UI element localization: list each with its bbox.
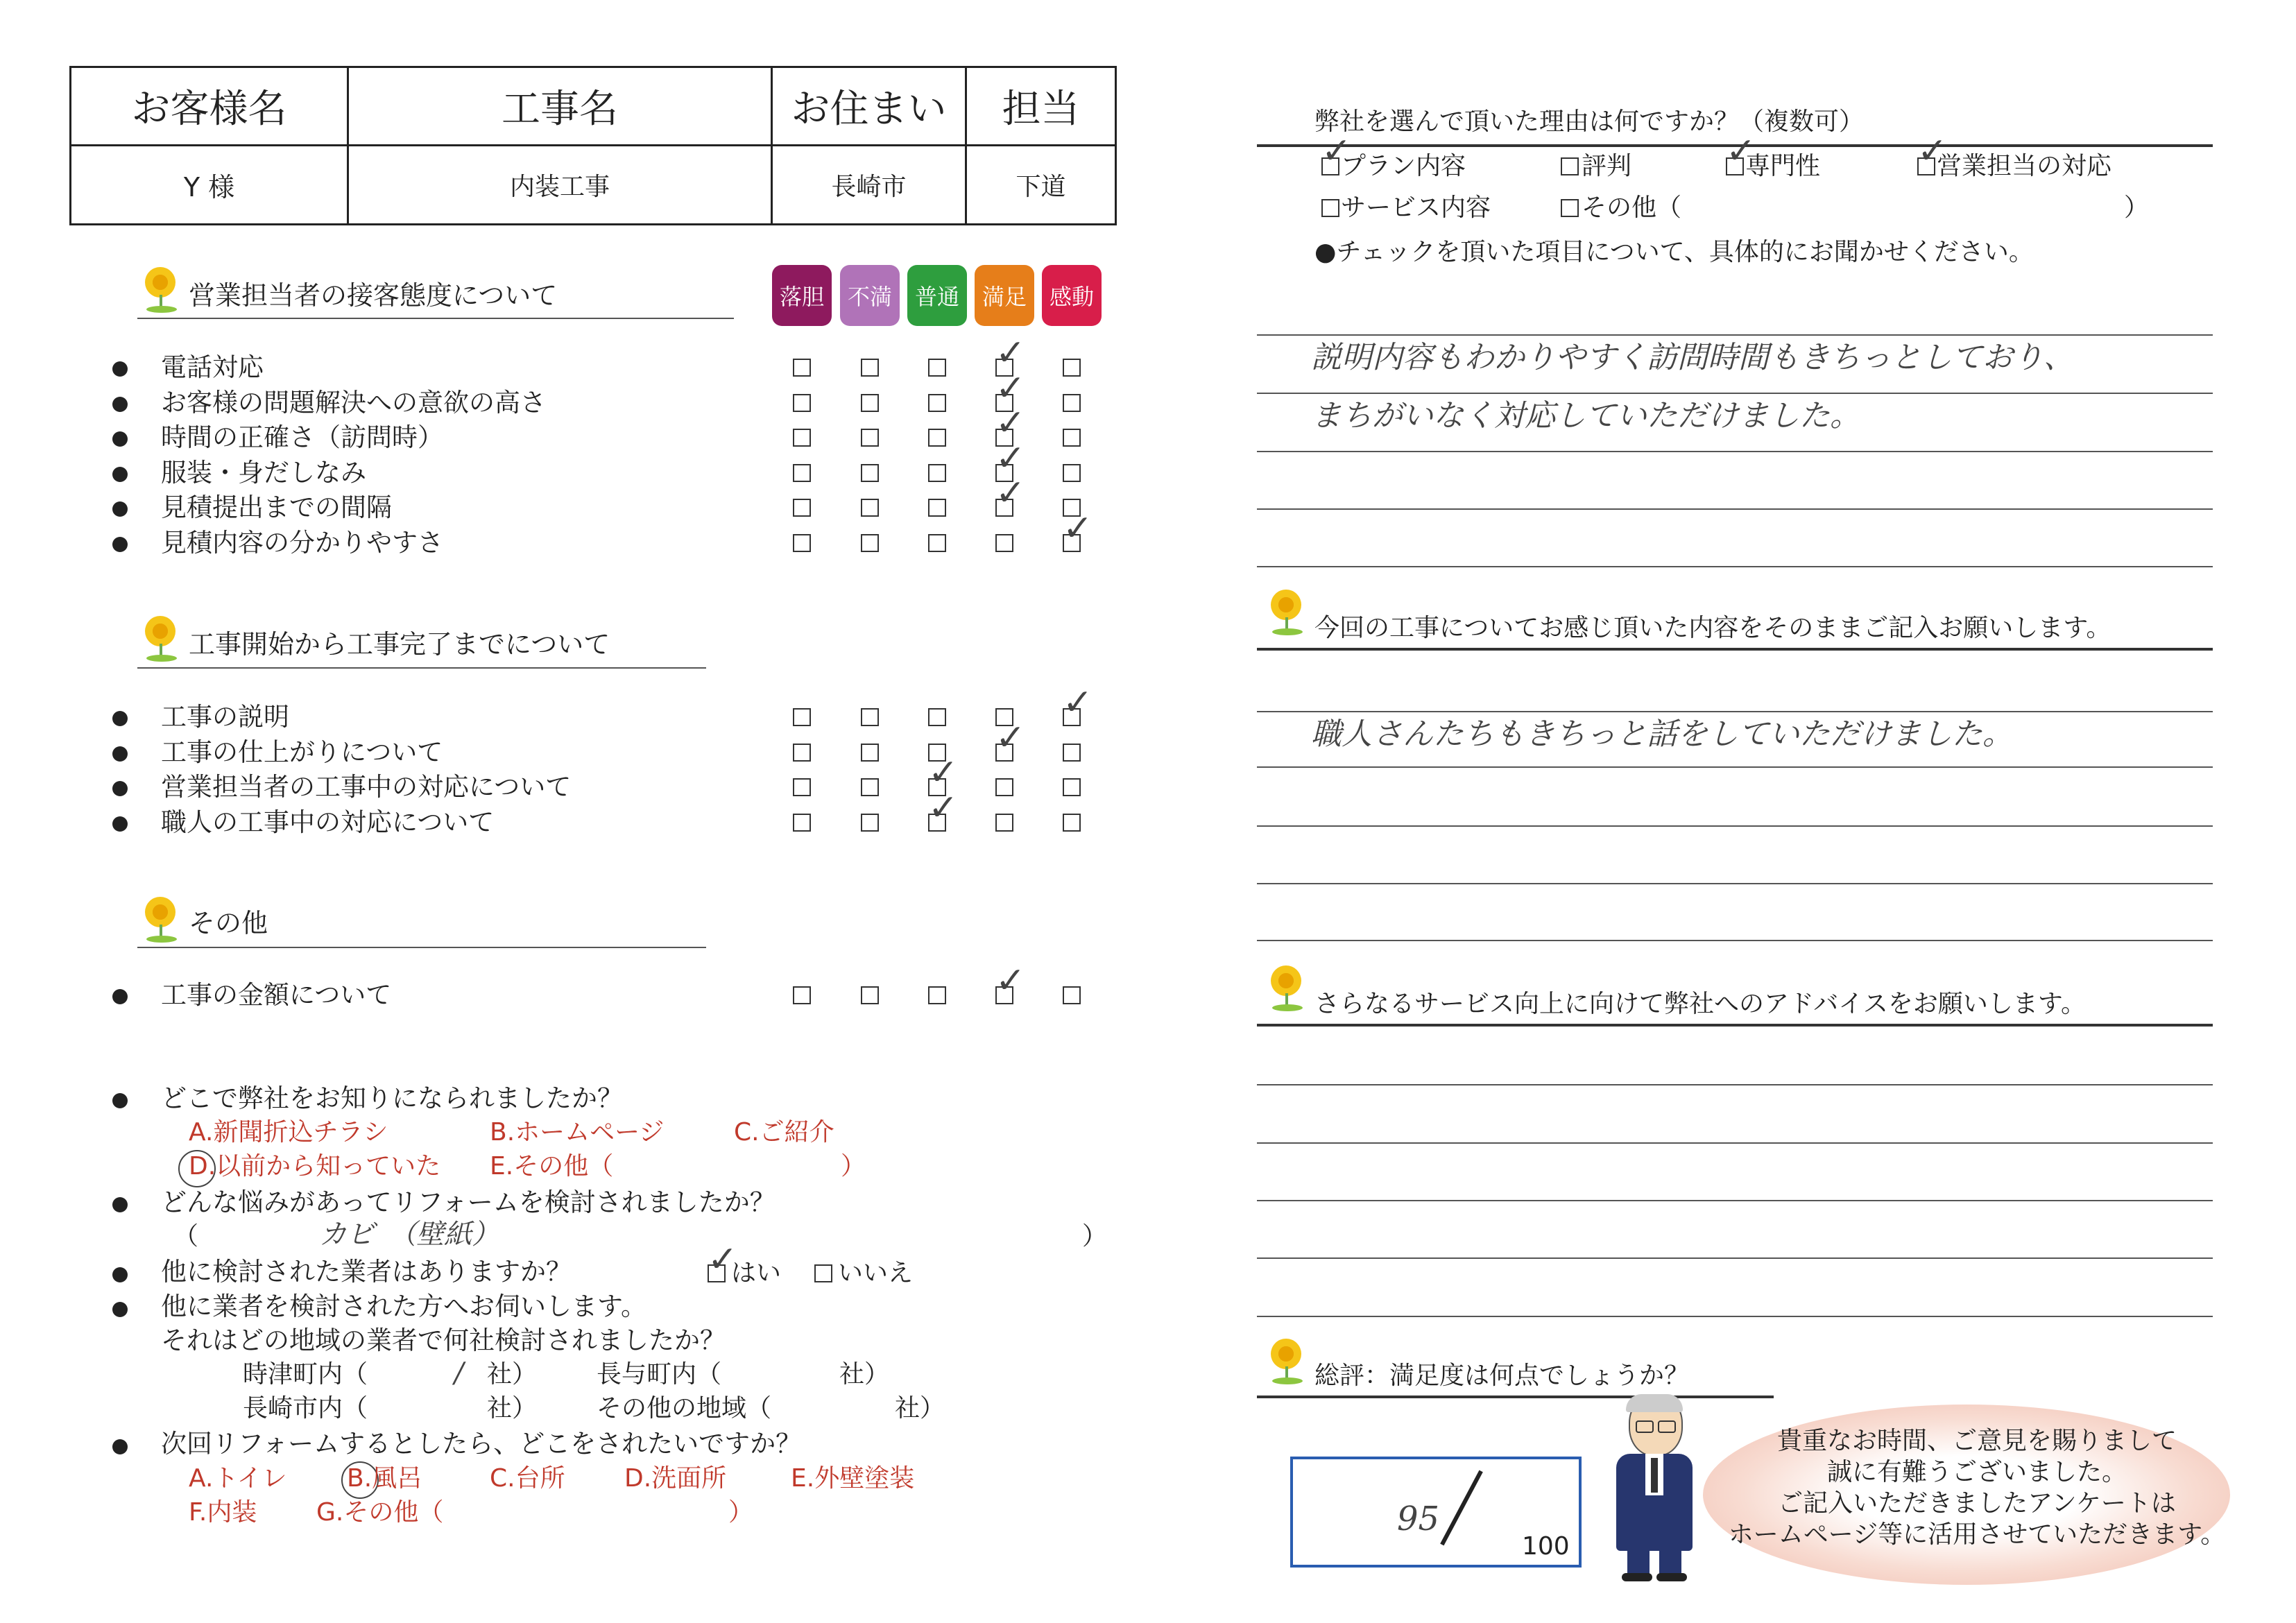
rating-checkbox[interactable] bbox=[928, 394, 946, 412]
check-mark-icon: ✓ bbox=[995, 402, 1026, 444]
residence-value: 長崎市 bbox=[831, 172, 907, 201]
rating-checkbox[interactable] bbox=[793, 499, 811, 517]
bullet bbox=[112, 501, 128, 517]
rating-checkbox[interactable] bbox=[861, 708, 879, 726]
score-max: 100 bbox=[1522, 1532, 1570, 1561]
rating-checkbox[interactable] bbox=[793, 986, 811, 1004]
rating-header-3: 満足 bbox=[975, 265, 1034, 326]
staff-value: 下道 bbox=[1016, 172, 1066, 201]
q1-option-c[interactable]: C.ご紹介 bbox=[734, 1118, 834, 1147]
bullet bbox=[112, 1302, 128, 1317]
reasons-answer-line1[interactable]: 説明内容もわかりやすく訪問時間もきちっとしており、 bbox=[1311, 340, 2074, 375]
staff-mascot-illustration bbox=[1609, 1394, 1699, 1581]
rating-checkbox[interactable] bbox=[861, 394, 879, 412]
q1-option-e[interactable]: E.その他（ bbox=[490, 1152, 614, 1180]
q4-tokitsu-value[interactable]: / bbox=[454, 1357, 464, 1389]
rating-checkbox[interactable] bbox=[861, 499, 879, 517]
flower-icon bbox=[142, 267, 181, 316]
q4-other-area: その他の地域（ bbox=[597, 1394, 772, 1423]
rating-checkbox[interactable] bbox=[793, 534, 811, 552]
thanks-line1: 貴重なお時間、ご意見を賜りまして bbox=[1776, 1427, 2177, 1455]
survey-item-label: 職人の工事中の対応について bbox=[161, 807, 495, 837]
survey-item-label: お客様の問題解決への意欲の高さ bbox=[161, 387, 546, 418]
q5-label: 次回リフォームするとしたら、どこをされたいですか？ bbox=[161, 1429, 802, 1459]
rating-checkbox[interactable] bbox=[793, 464, 811, 482]
q1-option-d[interactable]: D.以前から知っていた bbox=[189, 1152, 441, 1180]
q5-option-e[interactable]: E.外壁塗装 bbox=[791, 1464, 915, 1493]
q5-option-a[interactable]: A.トイレ bbox=[189, 1464, 287, 1493]
reason-other-label: その他（ bbox=[1582, 194, 1682, 222]
flower-icon bbox=[142, 616, 181, 664]
survey-item-label: 見積内容の分かりやすさ bbox=[161, 527, 443, 558]
check-mark-icon: ✓ bbox=[1063, 507, 1093, 549]
advice-title: さらなるサービス向上に向けて弊社へのアドバイスをお願いします。 bbox=[1314, 990, 2087, 1018]
rating-checkbox[interactable] bbox=[793, 778, 811, 796]
q4-tokitsu: 時津町内（ bbox=[243, 1360, 368, 1389]
bullet bbox=[112, 816, 128, 832]
rating-checkbox[interactable] bbox=[995, 534, 1013, 552]
check-mark-icon: ✓ bbox=[995, 367, 1026, 409]
reason-reputation-label: 評判 bbox=[1582, 152, 1632, 180]
rating-header-2: 普通 bbox=[907, 265, 967, 326]
bullet bbox=[112, 989, 128, 1004]
q5-option-b[interactable]: B.風呂 bbox=[347, 1464, 422, 1493]
q4-sub: それはどの地域の業者で何社検討されましたか？ bbox=[161, 1325, 726, 1355]
customer-name-value: Y 様 bbox=[183, 171, 235, 203]
q2-label: どんな悩みがあってリフォームを検討されましたか？ bbox=[161, 1187, 776, 1217]
bullet bbox=[112, 1197, 128, 1212]
bullet bbox=[112, 1439, 128, 1454]
rating-checkbox[interactable] bbox=[928, 429, 946, 447]
rating-header-4: 感動 bbox=[1042, 265, 1102, 326]
header-customer-name: お客様名 bbox=[131, 87, 287, 132]
check-mark-icon: ✓ bbox=[995, 332, 1026, 374]
survey-item-label: 工事の説明 bbox=[161, 702, 289, 732]
check-mark-icon: ✓ bbox=[1726, 130, 1756, 172]
check-mark-icon: ✓ bbox=[1917, 130, 1948, 172]
rating-checkbox[interactable] bbox=[793, 708, 811, 726]
q5-option-d[interactable]: D.洗面所 bbox=[624, 1464, 727, 1493]
rating-checkbox[interactable] bbox=[861, 534, 879, 552]
rating-checkbox[interactable] bbox=[1063, 778, 1081, 796]
survey-item-label: 服装・身だしなみ bbox=[161, 457, 366, 488]
rating-checkbox[interactable] bbox=[1063, 464, 1081, 482]
impression-title: 今回の工事についてお感じ頂いた内容をそのままご記入お願いします。 bbox=[1314, 614, 2111, 642]
slash-divider bbox=[1440, 1470, 1483, 1546]
bullet bbox=[112, 746, 128, 762]
check-mark-icon: ✓ bbox=[928, 752, 959, 793]
q1-option-e-close: ） bbox=[841, 1152, 866, 1180]
check-mark-icon: ✓ bbox=[995, 472, 1026, 514]
rating-checkbox[interactable] bbox=[928, 464, 946, 482]
bullet bbox=[112, 361, 128, 377]
q3-label: 他に検討された業者はありますか？ bbox=[161, 1257, 572, 1287]
section-title-sales-attitude: 営業担当者の接客態度について bbox=[189, 280, 558, 311]
overall-title: 総評：満足度は何点でしょうか？ bbox=[1314, 1362, 1690, 1390]
reason-expertise-label: 専門性 bbox=[1745, 152, 1821, 180]
rating-checkbox[interactable] bbox=[793, 359, 811, 377]
survey-item-label: 工事の金額について bbox=[161, 980, 392, 1010]
rating-checkbox[interactable] bbox=[861, 778, 879, 796]
rating-checkbox[interactable] bbox=[793, 744, 811, 762]
header-work-name: 工事名 bbox=[502, 87, 618, 132]
flower-icon bbox=[1268, 1339, 1307, 1387]
check-mark-icon: ✓ bbox=[1321, 130, 1352, 172]
score-box[interactable] bbox=[1290, 1457, 1582, 1568]
rating-checkbox[interactable] bbox=[793, 814, 811, 832]
flower-icon bbox=[1268, 590, 1307, 638]
survey-item-label: 電話対応 bbox=[161, 352, 264, 382]
q4-nagasaki: 長崎市内（ bbox=[243, 1394, 368, 1423]
rating-checkbox[interactable] bbox=[861, 986, 879, 1004]
rating-checkbox[interactable] bbox=[793, 429, 811, 447]
check-mark-icon: ✓ bbox=[708, 1239, 738, 1280]
survey-item-label: 見積提出までの間隔 bbox=[161, 492, 392, 522]
check-mark-icon: ✓ bbox=[995, 437, 1026, 479]
section-title-other: その他 bbox=[189, 908, 268, 938]
reason-service-label: サービス内容 bbox=[1341, 194, 1491, 222]
q4-other-area-unit: 社） bbox=[895, 1394, 945, 1423]
bullet bbox=[112, 397, 128, 412]
reason-other-checkbox[interactable] bbox=[1561, 199, 1579, 217]
rating-checkbox[interactable] bbox=[928, 534, 946, 552]
bullet bbox=[112, 1267, 128, 1282]
rating-checkbox[interactable] bbox=[928, 708, 946, 726]
score-value: 95 bbox=[1397, 1500, 1440, 1538]
rating-checkbox[interactable] bbox=[1063, 359, 1081, 377]
q2-close-paren: ） bbox=[1082, 1222, 1108, 1251]
flower-icon bbox=[142, 897, 181, 945]
q4-nagasaki-unit: 社） bbox=[487, 1394, 538, 1423]
bullet bbox=[112, 1093, 128, 1108]
rating-checkbox[interactable] bbox=[861, 814, 879, 832]
check-mark-icon: ✓ bbox=[995, 716, 1026, 759]
q3-no-label: いいえ bbox=[838, 1259, 914, 1287]
q4-nagayo-unit: 社） bbox=[839, 1360, 890, 1389]
q2-answer[interactable]: カビ （壁紙） bbox=[319, 1219, 499, 1251]
rating-checkbox[interactable] bbox=[928, 986, 946, 1004]
bullet bbox=[112, 431, 128, 447]
reason-other-close: ） bbox=[2124, 194, 2150, 222]
q5-option-c[interactable]: C.台所 bbox=[490, 1464, 565, 1493]
q2-open-paren: （ bbox=[173, 1222, 199, 1251]
q4-label: 他に業者を検討された方へお伺いします。 bbox=[161, 1291, 647, 1321]
bullet bbox=[112, 467, 128, 482]
q5-option-f[interactable]: F.内装 bbox=[189, 1498, 257, 1527]
q5-option-g[interactable]: G.その他（ bbox=[316, 1498, 444, 1527]
q1-label: どこで弊社をお知りになられましたか？ bbox=[161, 1083, 623, 1113]
reason-reputation-checkbox[interactable] bbox=[1561, 157, 1579, 175]
rating-checkbox[interactable] bbox=[995, 778, 1013, 796]
q1-option-a[interactable]: A.新聞折込チラシ bbox=[189, 1118, 388, 1147]
rating-checkbox[interactable] bbox=[995, 814, 1013, 832]
reason-service-checkbox[interactable] bbox=[1321, 199, 1339, 217]
q1-option-b[interactable]: B.ホームページ bbox=[490, 1118, 665, 1147]
check-mark-icon: ✓ bbox=[995, 960, 1026, 1002]
header-staff: 担当 bbox=[1002, 87, 1080, 132]
rating-checkbox[interactable] bbox=[861, 429, 879, 447]
q4-nagayo: 長与町内（ bbox=[597, 1360, 722, 1389]
reason-sales-label: 営業担当の対応 bbox=[1937, 152, 2112, 180]
reasons-prompt: ●チェックを頂いた項目について、具体的にお聞かせください。 bbox=[1314, 238, 2034, 266]
q3-no-checkbox[interactable] bbox=[814, 1264, 832, 1282]
check-mark-icon: ✓ bbox=[928, 787, 959, 829]
thanks-line3: ご記入いただきましたアンケートは bbox=[1778, 1489, 2176, 1518]
rating-checkbox[interactable] bbox=[793, 394, 811, 412]
q5-option-g-close: ） bbox=[728, 1498, 754, 1527]
rating-header-0: 落胆 bbox=[772, 265, 832, 326]
reasons-title: 弊社を選んで頂いた理由は何ですか？（複数可） bbox=[1314, 108, 1865, 136]
survey-item-label: 時間の正確さ（訪問時） bbox=[161, 422, 443, 452]
bullet bbox=[112, 781, 128, 796]
check-mark-icon: ✓ bbox=[1063, 682, 1093, 723]
work-name-value: 内装工事 bbox=[509, 172, 610, 201]
thanks-line4: ホームページ等に活用させていただきます。 bbox=[1728, 1520, 2226, 1549]
section-title-construction: 工事開始から工事完了までについて bbox=[189, 629, 610, 660]
survey-item-label: 営業担当者の工事中の対応について bbox=[161, 772, 572, 802]
rating-checkbox[interactable] bbox=[1063, 429, 1081, 447]
impression-answer[interactable]: 職人さんたちもきちっと話をしていただけました。 bbox=[1311, 716, 2013, 752]
survey-item-label: 工事の仕上がりについて bbox=[161, 737, 443, 767]
rating-checkbox[interactable] bbox=[1063, 394, 1081, 412]
thanks-line2: 誠に有難うございました。 bbox=[1826, 1458, 2127, 1486]
flower-icon bbox=[1268, 965, 1307, 1014]
rating-checkbox[interactable] bbox=[928, 359, 946, 377]
rating-checkbox[interactable] bbox=[861, 359, 879, 377]
customer-info-table bbox=[69, 66, 1117, 225]
rating-checkbox[interactable] bbox=[928, 499, 946, 517]
bullet bbox=[112, 537, 128, 552]
rating-checkbox[interactable] bbox=[1063, 814, 1081, 832]
rating-checkbox[interactable] bbox=[1063, 986, 1081, 1004]
reason-plan-label: プラン内容 bbox=[1341, 152, 1466, 180]
rating-checkbox[interactable] bbox=[861, 744, 879, 762]
header-residence: お住まい bbox=[791, 87, 947, 132]
rating-checkbox[interactable] bbox=[861, 464, 879, 482]
rating-header-1: 不満 bbox=[840, 265, 900, 326]
reasons-answer-line2[interactable]: まちがいなく対応していただけました。 bbox=[1311, 398, 1860, 433]
q3-yes-label: はい bbox=[731, 1259, 782, 1287]
bullet bbox=[112, 711, 128, 726]
rating-checkbox[interactable] bbox=[1063, 744, 1081, 762]
q4-tokitsu-unit: 社） bbox=[487, 1360, 538, 1389]
